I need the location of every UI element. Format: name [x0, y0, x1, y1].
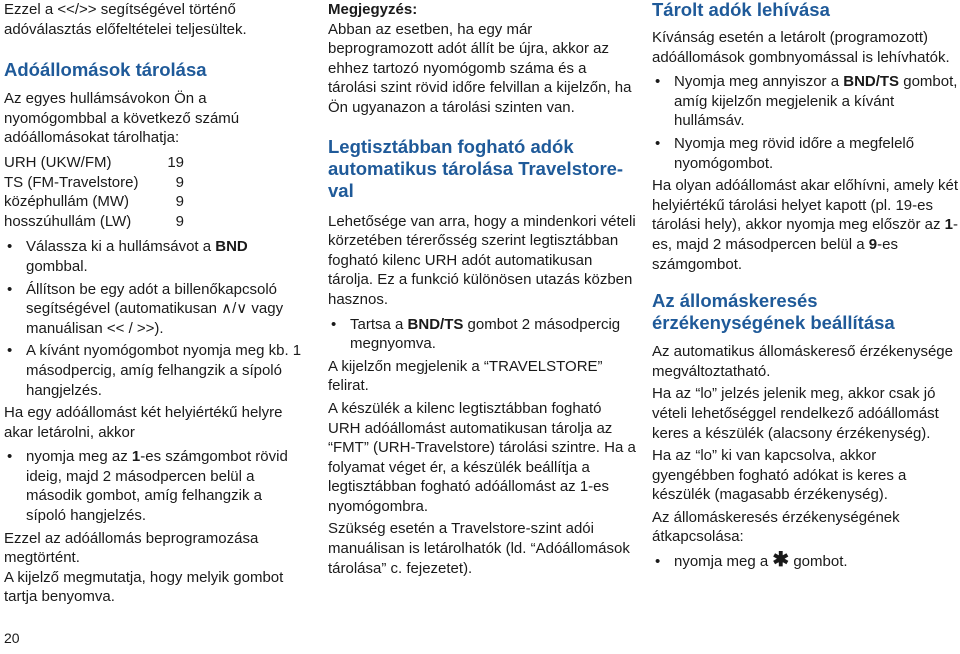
capacity-row	[4, 173, 306, 193]
sensitivity-lo-on: Ha az “lo” jelzés jelenik meg, akkor csak jó vételi lehetőséggel rendelkező adóállomást keres a készülék (alacsony érzékenység).	[652, 385, 939, 442]
bullet-icon: •	[655, 73, 661, 91]
list-item: • nyomja meg a ✱ gombot.	[655, 549, 848, 572]
band-count: 9	[175, 173, 184, 191]
bullet-icon: •	[7, 448, 13, 466]
recall-two-digit-text: Ha olyan adóállomást akar előhívni, amely két helyiértékű tárolási helyet kapott (pl. 19-es tárolási hely), akkor nyomja meg először az 1-es, majd 2 másodpercen belül a 9-es számgombot.	[652, 177, 958, 273]
column-1	[4, 0, 306, 607]
section-heading-recall: Tárolt adók lehívása	[652, 0, 830, 20]
column-3	[652, 0, 958, 575]
band-name: TS (FM-Travelstore)	[4, 173, 139, 191]
capacity-row	[4, 192, 306, 212]
travelstore-steps	[328, 315, 638, 354]
travelstore-manual-text: Szükség esetén a Travelstore-szint adói manuálisan is letárolhatók (ld. “Adóállomások tárolása” c. fejezetet).	[328, 520, 630, 577]
capacity-row	[4, 212, 306, 232]
list-item: • Nyomja meg annyiszor a BND/TS gombot, amíg kijelzőn megjelenik a kívánt hullámsáv.	[655, 73, 958, 130]
list-item: • A kívánt nyomógombot nyomja meg kb. 1 másodpercig, amíg felhangzik a sípoló hangjelzés.	[7, 342, 302, 399]
travelstore-process-text: A készülék a kilenc legtisztábban fogható URH adóállomást automatikusan tárolja az “FMT” (URH-Travelstore) tárolási szintre. Ha a folyamat véget ér, a készülék beállítja a legtisztábban fogható adóállomást az 1-es nyomógombra.	[328, 399, 636, 515]
programming-complete-text: Ezzel az adóállomás beprogramozása megtörtént.	[4, 529, 259, 567]
sensitivity-steps	[652, 549, 958, 572]
travelstore-intro: Lehetősége van arra, hogy a mindenkori vételi körzetében térerősség szerint legtisztábban fogható kilenc URH adót automatikusan tárolja. Ez a funkció különösen utazás közben hasznos.	[328, 212, 636, 308]
band-name: hosszúhullám (LW)	[4, 212, 132, 230]
note-label: Megjegyzés:	[328, 1, 418, 18]
recall-intro: Kívánság esetén a letárolt (programozott) adóállomások gombnyomással is lehívhatók.	[652, 29, 950, 66]
recall-steps	[652, 72, 958, 173]
column-2	[328, 0, 638, 578]
bullet-icon: •	[7, 238, 13, 256]
two-digit-intro: Ha egy adóállomást két helyiértékű helyre akar letárolni, akkor	[4, 404, 283, 441]
list-item: • nyomja meg az 1-es számgombot rövid ideig, majd 2 másodpercen belül a második gombot, amíg felhangzik a sípoló hangjelzés.	[7, 448, 288, 525]
sensitivity-lo-off: Ha az “lo” ki van kapcsolva, akkor gyengébben fogható adókat is keres a készülék (magasabb érzékenység).	[652, 447, 907, 504]
section-heading-sensitivity: Az állomáskeresés érzékenységének beállítása	[652, 290, 895, 334]
list-item: • Válassza ki a hullámsávot a BND gombbal.	[7, 238, 248, 275]
bullet-icon: •	[655, 553, 661, 571]
band-count: 19	[167, 153, 184, 171]
band-name: URH (UKW/FM)	[4, 153, 112, 171]
sensitivity-intro: Az automatikus állomáskereső érzékenysége megváltoztatható.	[652, 343, 953, 380]
up-down-arrows-icon: ∧/∨	[221, 300, 248, 318]
bullet-icon: •	[7, 342, 13, 360]
band-count: 9	[175, 212, 184, 230]
band-name: középhullám (MW)	[4, 193, 130, 211]
page-number: 20	[4, 630, 20, 646]
intro-text: Ezzel a <</>> segítségével történő adóválasztás előfeltételei teljesültek.	[4, 1, 247, 38]
bullet-icon: •	[7, 280, 13, 298]
band-count: 9	[175, 193, 184, 211]
storing-intro: Az egyes hullámsávokon Ön a nyomógombbal a következő számú adóállomásokat tárolhatja:	[4, 90, 240, 147]
section-heading-storing: Adóállomások tárolása	[4, 59, 207, 81]
list-item: • Nyomja meg rövid időre a megfelelő nyomógombot.	[655, 134, 915, 172]
station-capacity-list	[4, 153, 306, 231]
sensitivity-switch-text: Az állomáskeresés érzékenységének átkapcsolása:	[652, 508, 900, 546]
bullet-icon: •	[331, 315, 337, 333]
display-info-text: A kijelző megmutatja, hogy melyik gombot tartja benyomva.	[4, 568, 284, 606]
bullet-icon: •	[655, 134, 661, 152]
note-text: Abban az esetben, ha egy már beprogramozott adót állít be újra, akkor az ehhez tartozó nyomógomb száma és a tárolási szint rövid időre felvillan a kijelzőn, ha Ön ugyanazon a tárolási szinten van.	[328, 20, 632, 116]
list-item: • Tartsa a BND/TS gombot 2 másodpercig megnyomva.	[331, 315, 621, 353]
storing-steps	[4, 237, 306, 400]
travelstore-display-text: A kijelzőn megjelenik a “TRAVELSTORE” felirat.	[328, 357, 603, 395]
section-heading-travelstore: Legtisztábban fogható adók automatikus tárolása Travelstore-val	[328, 135, 624, 201]
list-item: • Állítson be egy adót a billenőkapcsoló segítségével (automatikusan ∧/∨ vagy manuálisan << / >>).	[7, 280, 284, 337]
capacity-row	[4, 153, 306, 173]
star-icon: ✱	[772, 549, 790, 572]
two-digit-steps	[4, 447, 306, 525]
